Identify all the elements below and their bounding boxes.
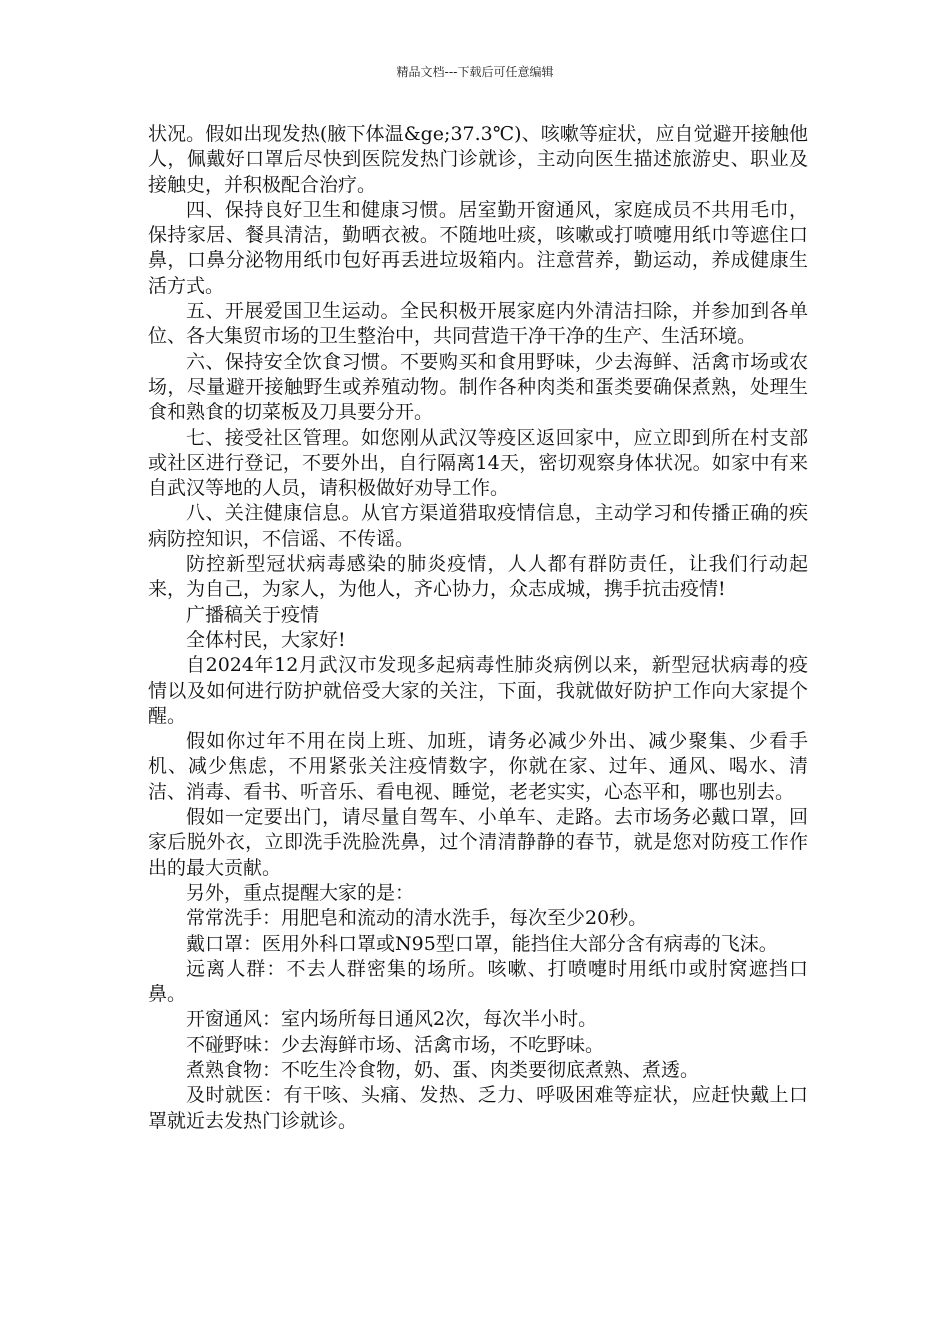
paragraph: 防控新型冠状病毒感染的肺炎疫情，人人都有群防责任，让我们行动起来，为自己，为家人，为他人，齐心协力，众志成城，携手抗击疫情! xyxy=(148,553,808,601)
section-title: 广播稿关于疫情 xyxy=(186,603,320,626)
tip-item: 常常洗手：用肥皂和流动的清水洗手，每次至少20秒。 xyxy=(186,907,648,930)
document-body xyxy=(148,122,808,1134)
tip-item: 远离人群：不去人群密集的场所。咳嗽、打喷嚏时用纸巾或肘窝遮挡口鼻。 xyxy=(148,957,808,1006)
page-header: 精品文档---下载后可任意编辑 xyxy=(396,65,554,79)
paragraph: 假如一定要出门，请尽量自驾车、小单车、走路。去市场务必戴口罩，回家后脱外衣，立即洗手洗脸洗鼻，过个清清静静的春节，就是您对防疫工作作出的最大贡献。 xyxy=(148,806,808,879)
paragraph: 七、接受社区管理。如您刚从武汉等疫区返回家中，应立即到所在村支部或社区进行登记，不要外出，自行隔离14天，密切观察身体状况。如家中有来自武汉等地的人员，请积极做好劝导工作。 xyxy=(148,426,808,500)
paragraph: 另外，重点提醒大家的是： xyxy=(186,881,415,904)
tip-item: 煮熟食物：不吃生冷食物，奶、蛋、肉类要彻底煮熟、煮透。 xyxy=(186,1058,700,1081)
tip-item: 不碰野味：少去海鲜市场、活禽市场，不吃野味。 xyxy=(186,1033,605,1056)
tip-item: 及时就医：有干咳、头痛、发热、乏力、呼吸困难等症状，应赶快戴上口罩就近去发热门诊就诊。 xyxy=(148,1084,808,1132)
paragraph: 四、保持良好卫生和健康习惯。居室勤开窗通风，家庭成员不共用毛巾，保持家居、餐具清洁，勤晒衣被。不随地吐痰，咳嗽或打喷嚏用纸巾等遮住口鼻，口鼻分泌物用纸巾包好再丢进垃圾箱内。注意营养，勤运动，养成健康生活方式。 xyxy=(148,198,808,297)
paragraph: 假如你过年不用在岗上班、加班，请务必减少外出、减少聚集、少看手机、减少焦虑，不用紧张关注疫情数字，你就在家、过年、通风、喝水、清洁、消毒、看书、听音乐、看电视、睡觉，老老实实，心态平和，哪也别去。 xyxy=(148,730,808,803)
tip-item: 开窗通风：室内场所每日通风2次，每次半小时。 xyxy=(186,1008,598,1031)
greeting: 全体村民，大家好! xyxy=(186,628,346,651)
paragraph: 五、开展爱国卫生运动。全民积极开展家庭内外清洁扫除，并参加到各单位、各大集贸市场的卫生整治中，共同营造干净干净的生产、生活环境。 xyxy=(148,300,808,348)
paragraph: 六、保持安全饮食习惯。不要购买和食用野味，少去海鲜、活禽市场或农场，尽量避开接触野生或养殖动物。制作各种肉类和蛋类要确保煮熟，处理生食和熟食的切菜板及刀具要分开。 xyxy=(148,350,808,424)
paragraph: 状况。假如出现发热(腋下体温&ge;37.3℃)、咳嗽等症状，应自觉避开接触他人，佩戴好口罩后尽快到医院发热门诊就诊，主动向医生描述旅游史、职业及接触史，并积极配合治疗。 xyxy=(148,123,808,196)
paragraph: 八、关注健康信息。从官方渠道猎取疫情信息，主动学习和传播正确的疾病防控知识，不信谣、不传谣。 xyxy=(148,502,808,550)
tip-item: 戴口罩：医用外科口罩或N95型口罩，能挡住大部分含有病毒的飞沫。 xyxy=(186,932,778,955)
paragraph: 自2024年12月武汉市发现多起病毒性肺炎病例以来，新型冠状病毒的疫情以及如何进行防护就倍受大家的关注，下面，我就做好防护工作向大家提个醒。 xyxy=(148,654,808,727)
